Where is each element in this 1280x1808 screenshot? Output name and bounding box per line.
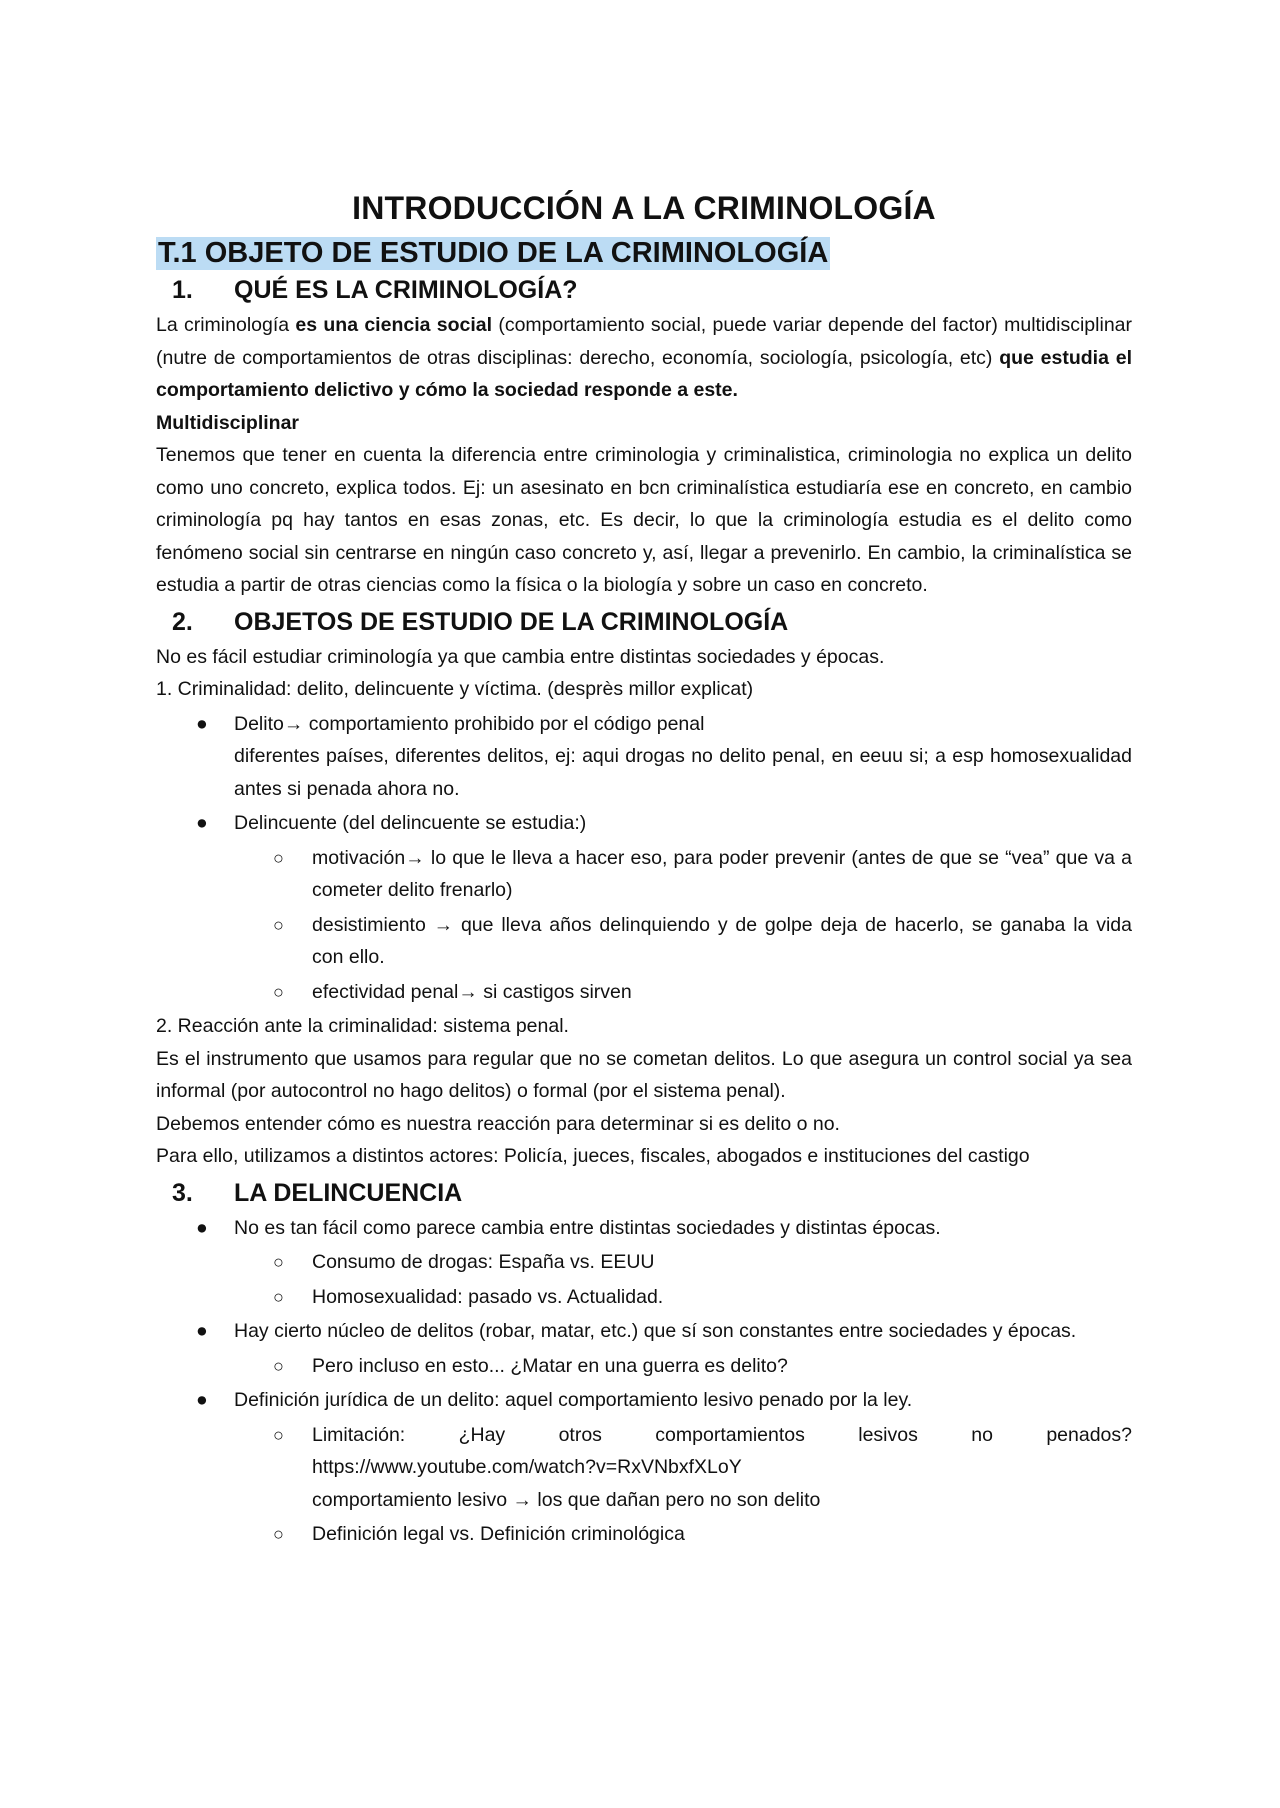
list-item-text: Definición jurídica de un delito: aquel comportamiento lesivo penado por la ley. [234, 1389, 913, 1411]
sub-list-item [156, 1281, 1132, 1314]
section-number: 2. [172, 607, 193, 636]
section-number: 3. [172, 1178, 193, 1207]
sub-list-item [156, 1518, 1132, 1551]
numbered-item-1: 1. Criminalidad: delito, delincuente y víctima. (desprès millor explicat) [156, 678, 754, 700]
sub-list-item [156, 1246, 1132, 1279]
bullet-disc: ● [196, 1216, 208, 1239]
word: ¿Hay [458, 1423, 506, 1446]
word: no [971, 1423, 993, 1446]
sub-list-item [156, 1419, 1132, 1517]
list-item-text: Pero incluso en esto... ¿Matar en una guerra es delito? [312, 1354, 788, 1377]
bold-run: que estudia el comportamiento delictivo y cómo la sociedad responde a este. [156, 346, 1132, 401]
word: otros [558, 1423, 602, 1446]
section-heading-2 [156, 608, 1132, 637]
bullet-disc: ● [196, 812, 208, 834]
section-number: 1. [172, 276, 193, 304]
section-title: LA DELINCUENCIA [234, 1178, 463, 1207]
topic-title: T.1 OBJETO DE ESTUDIO DE LA CRIMINOLOGÍA [158, 237, 829, 269]
text-run: (comportamiento social, puede variar depende del factor) multidisciplinar (nutre de comportamientos de otras disciplinas: derecho, economía, sociología, psicología, etc) [156, 314, 1132, 369]
word: Limitación: [312, 1423, 406, 1446]
list-item-detail: comportamiento lesivo → los que dañan pero no son delito [312, 1488, 821, 1511]
bold-run: es una ciencia social [295, 314, 493, 336]
word: penados? [1046, 1423, 1132, 1446]
paragraph-actors: Para ello, utilizamos a distintos actores: Policía, jueces, fiscales, abogados e instituciones del castigo [156, 1145, 1030, 1167]
list-item [156, 1212, 1132, 1245]
word: comportamientos [655, 1423, 805, 1446]
list-item-text: No es tan fácil como parece cambia entre distintas sociedades y distintas épocas. [234, 1216, 941, 1239]
bullet-circle: ○ [273, 1286, 284, 1307]
section-heading-1 [156, 276, 1132, 305]
list-item-text: desistimiento → que lleva años delinquiendo y de golpe deja de hacerlo, se ganaba la vida con ello. [312, 913, 1132, 968]
section-title: OBJETOS DE ESTUDIO DE LA CRIMINOLOGÍA [234, 607, 789, 636]
list-item-text: Delito→ comportamiento prohibido por el código penal [234, 712, 705, 735]
list-item [156, 708, 1132, 806]
bullet-circle: ○ [273, 1424, 284, 1445]
bullet-circle: ○ [273, 847, 284, 868]
limitation-line [312, 1419, 1132, 1452]
bullet-circle: ○ [273, 1524, 284, 1544]
document-title: INTRODUCCIÓN A LA CRIMINOLOGÍA [352, 190, 936, 226]
bullet-disc: ● [196, 1389, 208, 1411]
list-item-text: Homosexualidad: pasado vs. Actualidad. [312, 1285, 664, 1308]
list-item [156, 1384, 1132, 1417]
paragraph-definition [156, 309, 1132, 407]
bullet-circle: ○ [273, 981, 284, 1002]
section-title: QUÉ ES LA CRIMINOLOGÍA? [234, 276, 578, 304]
bullet-list [156, 1212, 1132, 1551]
bullet-circle: ○ [273, 1355, 284, 1376]
list-item-text: Hay cierto núcleo de delitos (robar, matar, etc.) que sí son constantes entre sociedades y épocas. [234, 1320, 1077, 1342]
bullet-list [156, 708, 1132, 1009]
bold-run: Multidisciplinar [156, 411, 300, 434]
list-item-text: motivación→ lo que le lleva a hacer eso, para poder prevenir (antes de que se “vea” que va a cometer delito frenarlo) [312, 846, 1132, 901]
list-item-text: Delincuente (del delincuente se estudia:) [234, 812, 587, 834]
sub-list-item [156, 1350, 1132, 1383]
document-page [156, 190, 1132, 1553]
list-item-text: Definición legal vs. Definición criminológica [312, 1523, 685, 1545]
list-item-detail: diferentes países, diferentes delitos, ej: aqui drogas no delito penal, en eeuu si; a esp homosexualidad antes si penada ahora no. [234, 745, 1132, 800]
paragraph-multidisciplinar [156, 407, 1132, 440]
word: lesivos [858, 1423, 918, 1446]
sub-list-item [156, 976, 1132, 1009]
text-run: La criminología [156, 314, 296, 336]
sub-list-item [156, 909, 1132, 974]
bullet-disc: ● [196, 1320, 208, 1342]
paragraph-difference: Tenemos que tener en cuenta la diferencia entre criminologia y criminalistica, criminologia no explica un delito como uno concreto, explica todos. Ej: un asesinato en bcn criminalística estudiaría ese en concreto, en cambio criminología pq hay tantos en esas zonas, etc. Es decir, lo que la criminología estudia es el delito como fenómeno social sin centrarse en ningún caso concreto y, así, llegar a prevenirlo. En cambio, la criminalística se estudia a partir de otras ciencias como la física o la biología y sobre un caso en concreto. [156, 444, 1132, 596]
bullet-circle: ○ [273, 914, 284, 935]
numbered-item-2: 2. Reacción ante la criminalidad: sistema penal. [156, 1015, 569, 1037]
section-heading-3 [156, 1179, 1132, 1208]
list-item [156, 807, 1132, 840]
sub-list-item [156, 842, 1132, 907]
paragraph-intro: No es fácil estudiar criminología ya que cambia entre distintas sociedades y épocas. [156, 645, 885, 668]
list-item-text: Consumo de drogas: España vs. EEUU [312, 1251, 655, 1273]
list-item-text: efectividad penal→ si castigos sirven [312, 980, 632, 1003]
youtube-link[interactable]: https://www.youtube.com/watch?v=RxVNbxfXLoY [312, 1456, 742, 1478]
bullet-circle: ○ [273, 1252, 284, 1272]
bullet-disc: ● [196, 712, 208, 735]
paragraph-instrument: Es el instrumento que usamos para regular que no se cometan delitos. Lo que asegura un control social ya sea informal (por autocontrol no hago delitos) o formal (por el sistema penal). [156, 1047, 1132, 1102]
paragraph-reaction: Debemos entender cómo es nuestra reacción para determinar si es delito o no. [156, 1112, 840, 1135]
list-item [156, 1315, 1132, 1348]
